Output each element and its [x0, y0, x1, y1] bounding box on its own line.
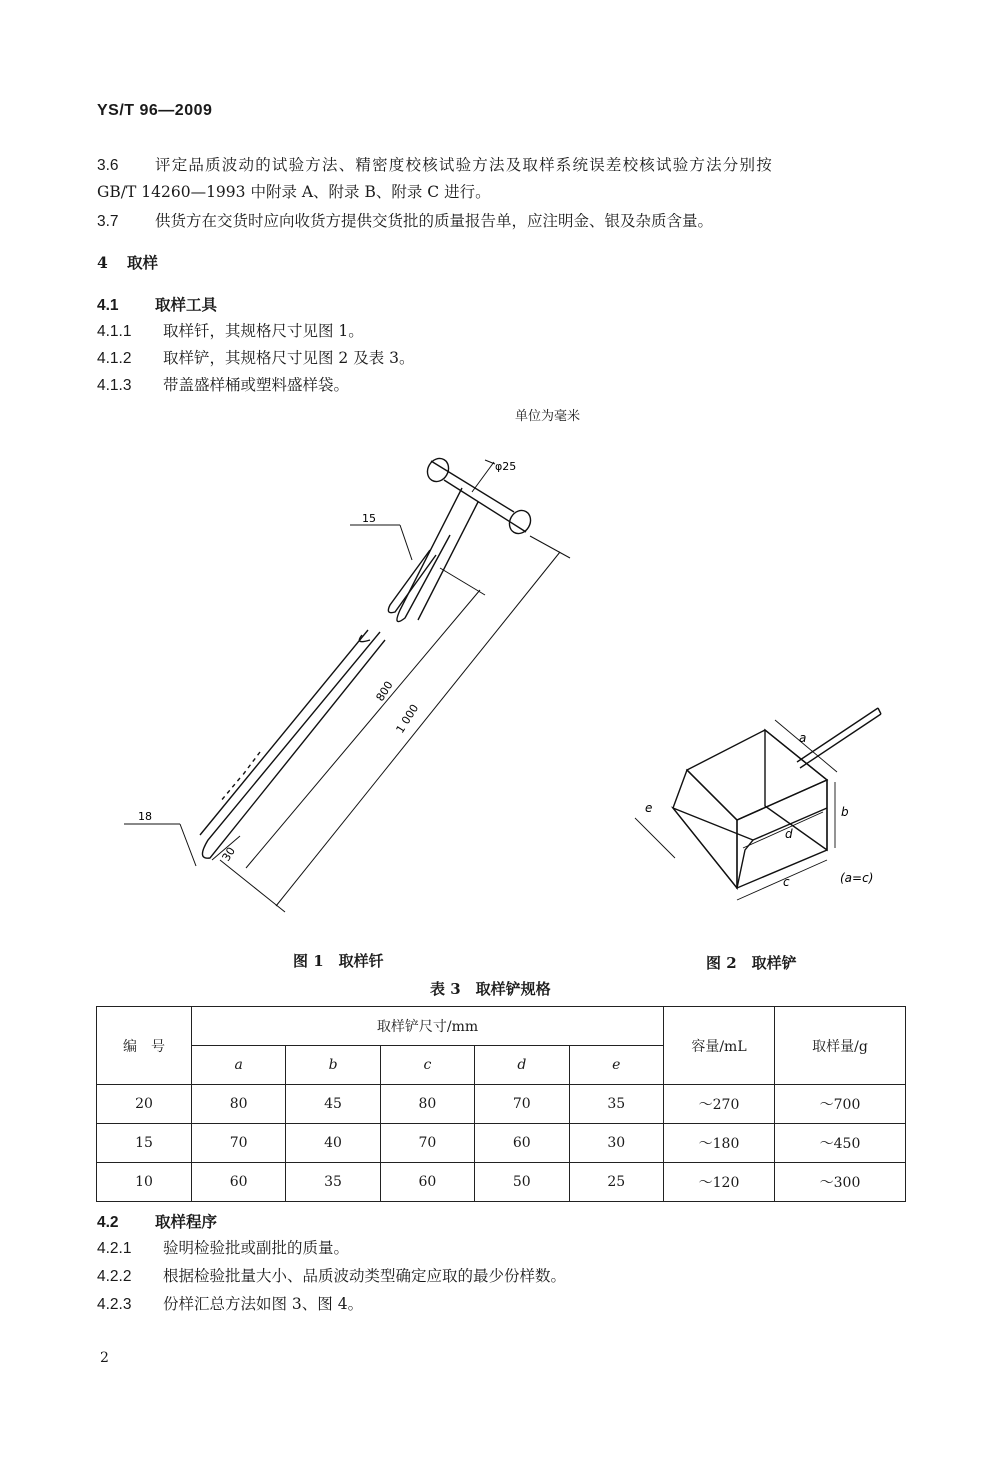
- clause-text: 取样钎，其规格尺寸见图 1。: [163, 322, 364, 340]
- subheader-e: e: [569, 1046, 664, 1085]
- dim-line-800: [246, 590, 480, 868]
- dim-label-800: 800: [373, 678, 396, 704]
- clause-number: 4.1.2: [97, 350, 132, 367]
- clause-3-6-continued: GB/T 14260—1993 中附录 A、附录 B、附录 C 进行。: [97, 183, 491, 201]
- cell-e: 30: [569, 1124, 664, 1163]
- dim-line: [400, 525, 412, 560]
- shaft-lower: [202, 632, 385, 858]
- section-number: 4: [97, 253, 108, 272]
- section-4-2-heading: [97, 1210, 217, 1232]
- dim-label-30: 30: [219, 844, 238, 864]
- dim-label-18: 18: [138, 810, 152, 823]
- cell-e: 25: [569, 1163, 664, 1202]
- section-title: 取样程序: [155, 1212, 218, 1231]
- cell-no: 10: [97, 1163, 192, 1202]
- cell-d: 50: [475, 1163, 569, 1202]
- table-row: [97, 1124, 906, 1163]
- section-number: 4.2: [97, 1214, 119, 1231]
- cell-b: 45: [286, 1085, 380, 1124]
- dim-line-d: [743, 812, 823, 848]
- subheader-c: c: [380, 1046, 474, 1085]
- scoop-lip: [673, 808, 753, 888]
- cell-d: 60: [475, 1124, 569, 1163]
- cell-amount: ～700: [775, 1085, 906, 1124]
- cell-d: 70: [475, 1085, 569, 1124]
- clause-text: 评定品质波动的试验方法、精密度校核试验方法及取样系统误差校核试验方法分别按: [155, 156, 773, 174]
- cell-a: 70: [192, 1124, 286, 1163]
- section-number: 4.1: [97, 297, 119, 314]
- cell-volume: ～120: [664, 1163, 775, 1202]
- clause-3-6: [97, 152, 909, 179]
- scoop-side-right: [737, 780, 827, 888]
- label-d: d: [785, 827, 793, 841]
- page-number: 2: [100, 1350, 109, 1366]
- subheader-a: a: [192, 1046, 286, 1085]
- clause-text: 根据检验批量大小、品质波动类型确定应取的最少份样数。: [163, 1267, 567, 1285]
- shaft-lower-edge: [200, 630, 368, 835]
- figure-2-caption: 图 2 取样铲: [706, 954, 797, 972]
- cell-a: 80: [192, 1085, 286, 1124]
- clause-text: 验明检验批或副批的质量。: [163, 1239, 350, 1257]
- cell-amount: ～450: [775, 1124, 906, 1163]
- scoop-handle: [797, 708, 878, 762]
- shaft-upper: [397, 488, 462, 622]
- table-3-caption: 表 3 取样铲规格: [430, 980, 551, 998]
- scoop-handle: [878, 708, 881, 714]
- table-row: [97, 1085, 906, 1124]
- section-4-heading: [97, 251, 158, 273]
- extension-line: [220, 860, 285, 912]
- dim-label-1000: 1 000: [393, 701, 422, 736]
- dim-label-diameter: φ25: [495, 460, 517, 473]
- figure-1-caption: 图 1 取样钎: [293, 952, 384, 970]
- header-volume: 容量/mL: [664, 1007, 775, 1085]
- cell-e: 35: [569, 1085, 664, 1124]
- cell-volume: ～180: [664, 1124, 775, 1163]
- cell-c: 60: [380, 1163, 474, 1202]
- clause-4-2-3: [97, 1291, 363, 1318]
- cell-no: 20: [97, 1085, 192, 1124]
- clause-number: 3.7: [97, 213, 119, 230]
- clause-number: 4.2.2: [97, 1268, 132, 1285]
- cell-b: 40: [286, 1124, 380, 1163]
- label-b: b: [841, 805, 849, 819]
- clause-3-7: [97, 208, 713, 235]
- section-title: 取样工具: [155, 295, 218, 314]
- clause-text: 份样汇总方法如图 3、图 4。: [163, 1295, 364, 1313]
- cell-c: 70: [380, 1124, 474, 1163]
- cell-c: 80: [380, 1085, 474, 1124]
- label-note: (a=c): [840, 871, 874, 885]
- label-a: a: [799, 731, 807, 745]
- figure-2-sampling-scoop: [625, 700, 900, 935]
- dim-line: [472, 462, 494, 492]
- scoop-side-left: [673, 770, 737, 888]
- label-c: c: [783, 875, 790, 889]
- handle-end-left: [423, 455, 452, 486]
- clause-number: 4.2.1: [97, 1240, 132, 1257]
- clause-4-1-3: [97, 372, 349, 399]
- clause-4-1-2: [97, 345, 415, 372]
- sampling-scoop-spec-table: [96, 1006, 906, 1202]
- cell-b: 35: [286, 1163, 380, 1202]
- dim-label-15: 15: [362, 512, 376, 525]
- clause-number: 3.6: [97, 157, 119, 174]
- header-number: 编 号: [97, 1007, 192, 1085]
- clause-4-2-1: [97, 1235, 349, 1262]
- dim-line-1000: [276, 552, 560, 906]
- figure-1-sampling-probe: [100, 440, 600, 930]
- dim-line: [180, 824, 196, 866]
- clause-number: 4.1.3: [97, 377, 132, 394]
- unit-note: 单位为毫米: [515, 409, 581, 424]
- section-4-1-heading: [97, 293, 217, 315]
- dim-line-e: [635, 818, 675, 858]
- cell-volume: ～270: [664, 1085, 775, 1124]
- clause-4-2-2: [97, 1263, 566, 1290]
- extension-line: [440, 568, 485, 595]
- extension-line: [530, 536, 570, 558]
- cell-no: 15: [97, 1124, 192, 1163]
- scoop-handle: [800, 714, 881, 768]
- clause-number: 4.2.3: [97, 1296, 132, 1313]
- header-dimensions: 取样铲尺寸/mm: [192, 1007, 664, 1046]
- cell-amount: ～300: [775, 1163, 906, 1202]
- subheader-b: b: [286, 1046, 380, 1085]
- clause-number: 4.1.1: [97, 323, 132, 340]
- document-code: YS/T 96—2009: [97, 102, 213, 119]
- section-title: 取样: [127, 253, 159, 272]
- table-row: [97, 1163, 906, 1202]
- subheader-d: d: [475, 1046, 569, 1085]
- clause-text: 供货方在交货时应向收货方提供交货批的质量报告单，应注明金、银及杂质含量。: [155, 212, 714, 230]
- label-e: e: [645, 801, 653, 815]
- cell-a: 60: [192, 1163, 286, 1202]
- clause-text: 取样铲，其规格尺寸见图 2 及表 3。: [163, 349, 415, 367]
- dim-line-c: [737, 860, 827, 900]
- clause-text: 带盖盛样桶或塑料盛样袋。: [163, 376, 350, 394]
- header-amount: 取样量/g: [775, 1007, 906, 1085]
- handle-edge: [444, 480, 526, 532]
- clause-4-1-1: [97, 318, 364, 345]
